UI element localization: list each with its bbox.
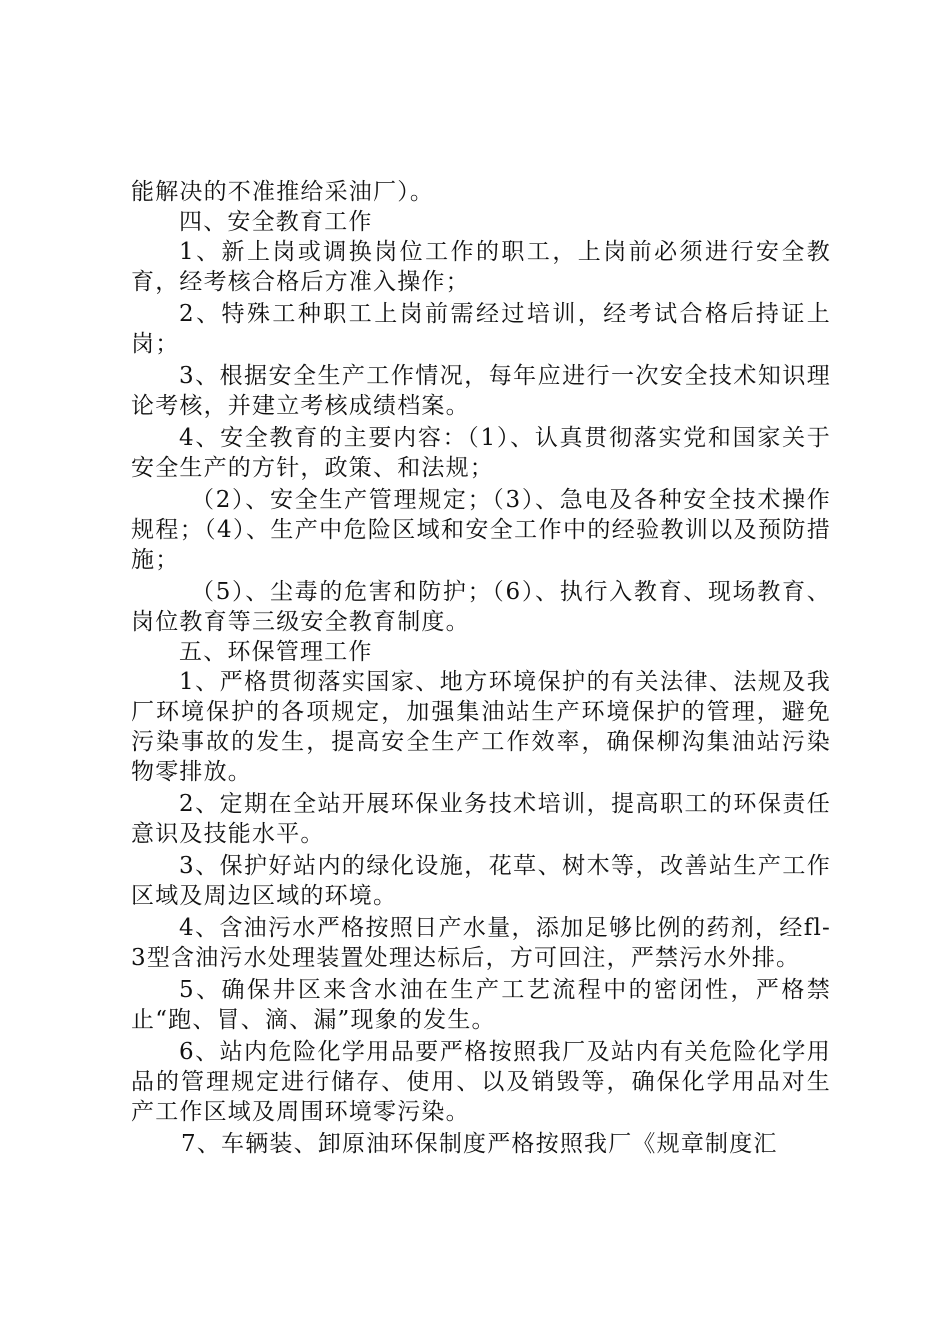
paragraph-subitems-2-4: （2）、安全生产管理规定；（3）、急电及各种安全技术操作规程；（4）、生产中危险区域和安全工作中的经验教训以及预防措施； [131, 487, 831, 573]
paragraph-item-4: 4、安全教育的主要内容：（1）、认真贯彻落实党和国家关于安全生产的方针，政策、和法规； [131, 425, 831, 481]
paragraph-subitems-5-6: （5）、尘毒的危害和防护；（6）、执行入教育、现场教育、岗位教育等三级安全教育制度。 [131, 579, 831, 635]
paragraph-env-item-7: 7、车辆装、卸原油环保制度严格按照我厂《规章制度汇 [181, 1131, 778, 1157]
paragraph-item-3: 3、根据安全生产工作情况，每年应进行一次安全技术知识理论考核，并建立考核成绩档案。 [131, 363, 831, 419]
paragraph-env-item-2: 2、定期在全站开展环保业务技术培训，提高职工的环保责任意识及技能水平。 [131, 791, 831, 847]
paragraph-item-2: 2、特殊工种职工上岗前需经过培训，经考试合格后持证上岗； [131, 301, 831, 357]
document-body [131, 177, 831, 1159]
paragraph-env-item-5: 5、确保井区来含水油在生产工艺流程中的密闭性，严格禁止“跑、冒、滴、漏”现象的发生。 [131, 977, 831, 1033]
paragraph-env-item-3: 3、保护好站内的绿化设施，花草、树木等，改善站生产工作区域及周边区域的环境。 [131, 853, 831, 909]
paragraph-item-1: 1、新上岗或调换岗位工作的职工，上岗前必须进行安全教育，经考核合格后方准入操作； [131, 239, 831, 295]
paragraph-continuation: 能解决的不准推给采油厂）。 [131, 179, 435, 205]
paragraph-env-item-4: 4、含油污水严格按照日产水量，添加足够比例的药剂，经fl-3型含油污水处理装置处理达标后，方可回注，严禁污水外排。 [131, 915, 831, 971]
paragraph-env-item-6: 6、站内危险化学用品要严格按照我厂及站内有关危险化学用品的管理规定进行储存、使用、以及销毁等，确保化学用品对生产工作区域及周围环境零污染。 [131, 1039, 831, 1125]
section-heading-environmental: 五、环保管理工作 [179, 639, 373, 665]
section-heading-safety-education: 四、安全教育工作 [179, 209, 373, 235]
paragraph-env-item-1: 1、严格贯彻落实国家、地方环境保护的有关法律、法规及我厂环境保护的各项规定，加强集油站生产环境保护的管理，避免污染事故的发生，提高安全生产工作效率，确保柳沟集油站污染物零排放。 [131, 669, 831, 785]
